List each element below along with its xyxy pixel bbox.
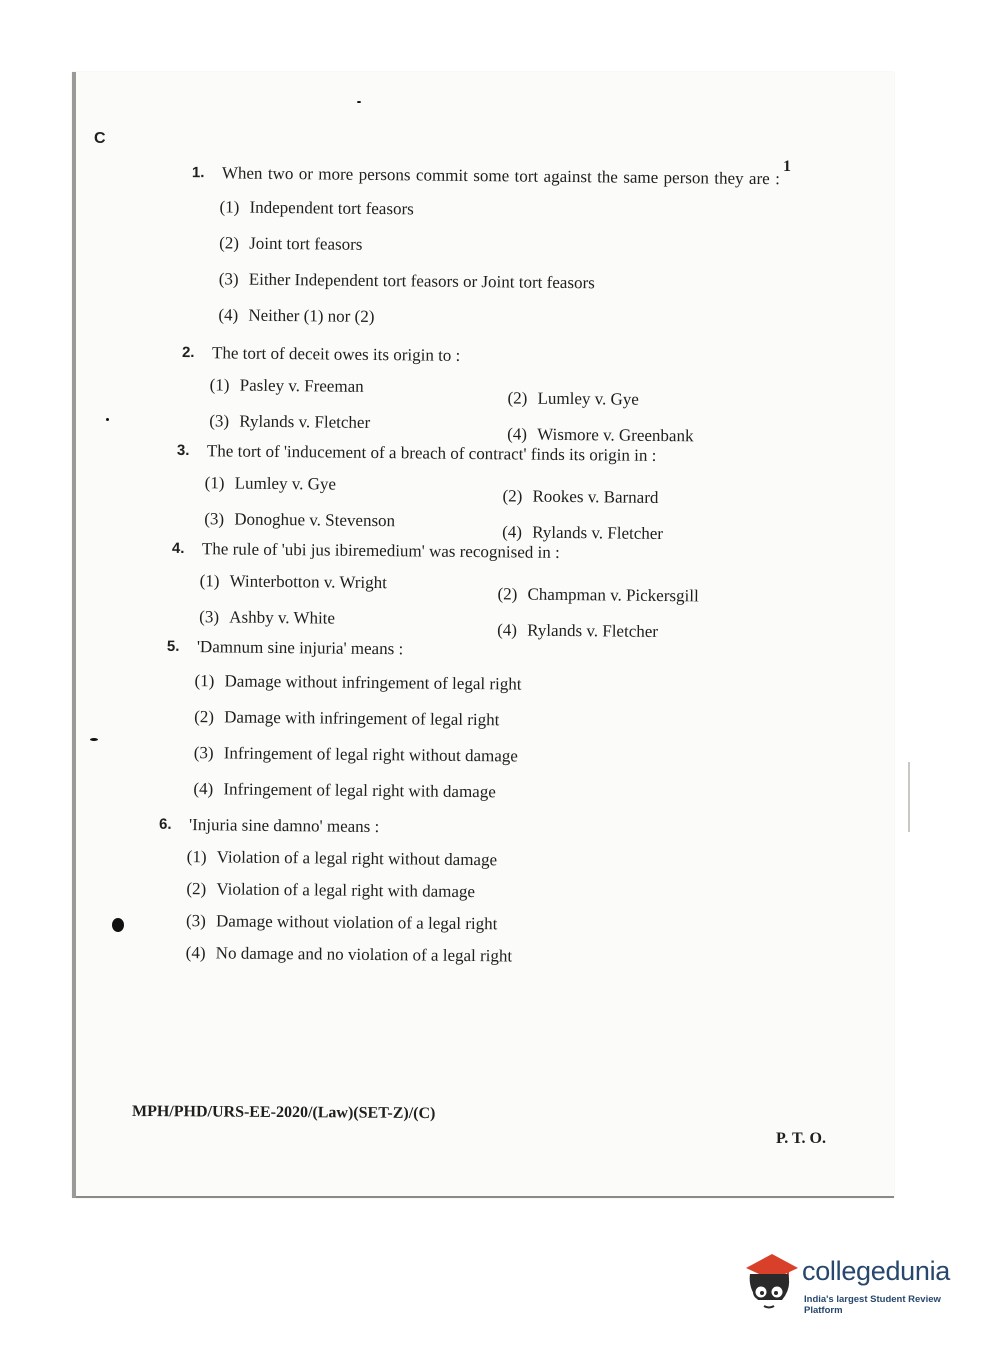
collegedunia-logo xyxy=(742,1248,972,1316)
option: (3) Damage without violation of a legal right xyxy=(185,911,498,934)
question-text: 'Injuria sine damno' means : xyxy=(188,815,380,837)
option: (3) Infringement of legal right without damage xyxy=(193,743,519,766)
option: (3) Donoghue v. Stevenson xyxy=(204,509,396,531)
question-number: 6. xyxy=(158,815,172,833)
question-2 xyxy=(181,343,788,446)
sheet-edge-mark xyxy=(908,762,910,832)
option-list xyxy=(204,473,787,544)
question-4 xyxy=(171,539,786,641)
option: (4) No damage and no violation of a legal right xyxy=(185,943,513,966)
paper-code: MPH/PHD/URS-EE-2020/(Law)(SET-Z)/(C) xyxy=(131,1102,436,1123)
student-mascot-icon xyxy=(742,1248,800,1312)
option: (1) Pasley v. Freeman xyxy=(209,375,364,396)
option: (4) Rylands v. Fletcher xyxy=(502,522,664,544)
question-6 xyxy=(158,815,784,974)
option: (4) Wismore v. Greenbank xyxy=(507,424,694,446)
option-list xyxy=(199,571,786,641)
option: (2) Violation of a legal right with damage xyxy=(186,879,476,902)
question-number: 2. xyxy=(181,343,195,362)
page-number: 1 xyxy=(783,158,791,175)
question-1 xyxy=(190,163,780,341)
option: (3) Either Independent tort feasors or Joint tort feasors xyxy=(218,269,595,293)
option: (2) Joint tort feasors xyxy=(219,233,363,254)
option-list xyxy=(209,375,788,446)
option: (2) Damage with infringement of legal right xyxy=(194,707,500,730)
ink-dot xyxy=(357,101,361,103)
option-list xyxy=(218,197,779,341)
question-text: The tort of 'inducement of a breach of contract' finds its origin in : xyxy=(206,441,657,465)
option: (2) Champman v. Pickersgill xyxy=(497,584,699,606)
option: (4) Neither (1) nor (2) xyxy=(218,305,375,326)
question-list xyxy=(81,162,789,981)
logo-wordmark: collegedunia xyxy=(802,1256,951,1286)
option-list xyxy=(186,847,783,973)
option: (3) Rylands v. Fletcher xyxy=(209,411,371,432)
option: (4) Infringement of legal right with damage xyxy=(193,779,496,802)
sheet-bottom-edge xyxy=(76,1196,894,1198)
option: (1) Damage without infringement of legal right xyxy=(194,671,522,694)
question-text: The tort of deceit owes its origin to : xyxy=(211,343,461,365)
option: (4) Rylands v. Fletcher xyxy=(497,620,659,641)
question-3 xyxy=(176,441,787,544)
option: (1) Independent tort feasors xyxy=(219,197,414,219)
question-number: 3. xyxy=(176,441,190,460)
question-number: 5. xyxy=(166,637,180,655)
pto-label: P. T. O. xyxy=(776,1130,826,1147)
question-text: The rule of 'ubi jus ibiremedium' was recognised in : xyxy=(201,539,560,562)
question-5 xyxy=(165,637,785,813)
option: (2) Rookes v. Barnard xyxy=(502,486,659,507)
option: (1) Violation of a legal right without damage xyxy=(186,847,498,870)
set-letter: C xyxy=(94,130,106,147)
logo-tagline: India's largest Student Review Platform xyxy=(804,1294,941,1316)
option: (1) Winterbotton v. Wright xyxy=(199,571,387,593)
question-text: When two or more persons commit some tort against the same person they are : xyxy=(221,163,780,189)
question-text: 'Damnum sine injuria' means : xyxy=(196,637,404,659)
option: (1) Lumley v. Gye xyxy=(204,473,337,494)
option-list xyxy=(193,671,784,813)
option: (2) Lumley v. Gye xyxy=(507,388,640,409)
question-number: 1. xyxy=(191,164,205,182)
question-number: 4. xyxy=(171,539,185,558)
option: (3) Ashby v. White xyxy=(199,607,336,628)
